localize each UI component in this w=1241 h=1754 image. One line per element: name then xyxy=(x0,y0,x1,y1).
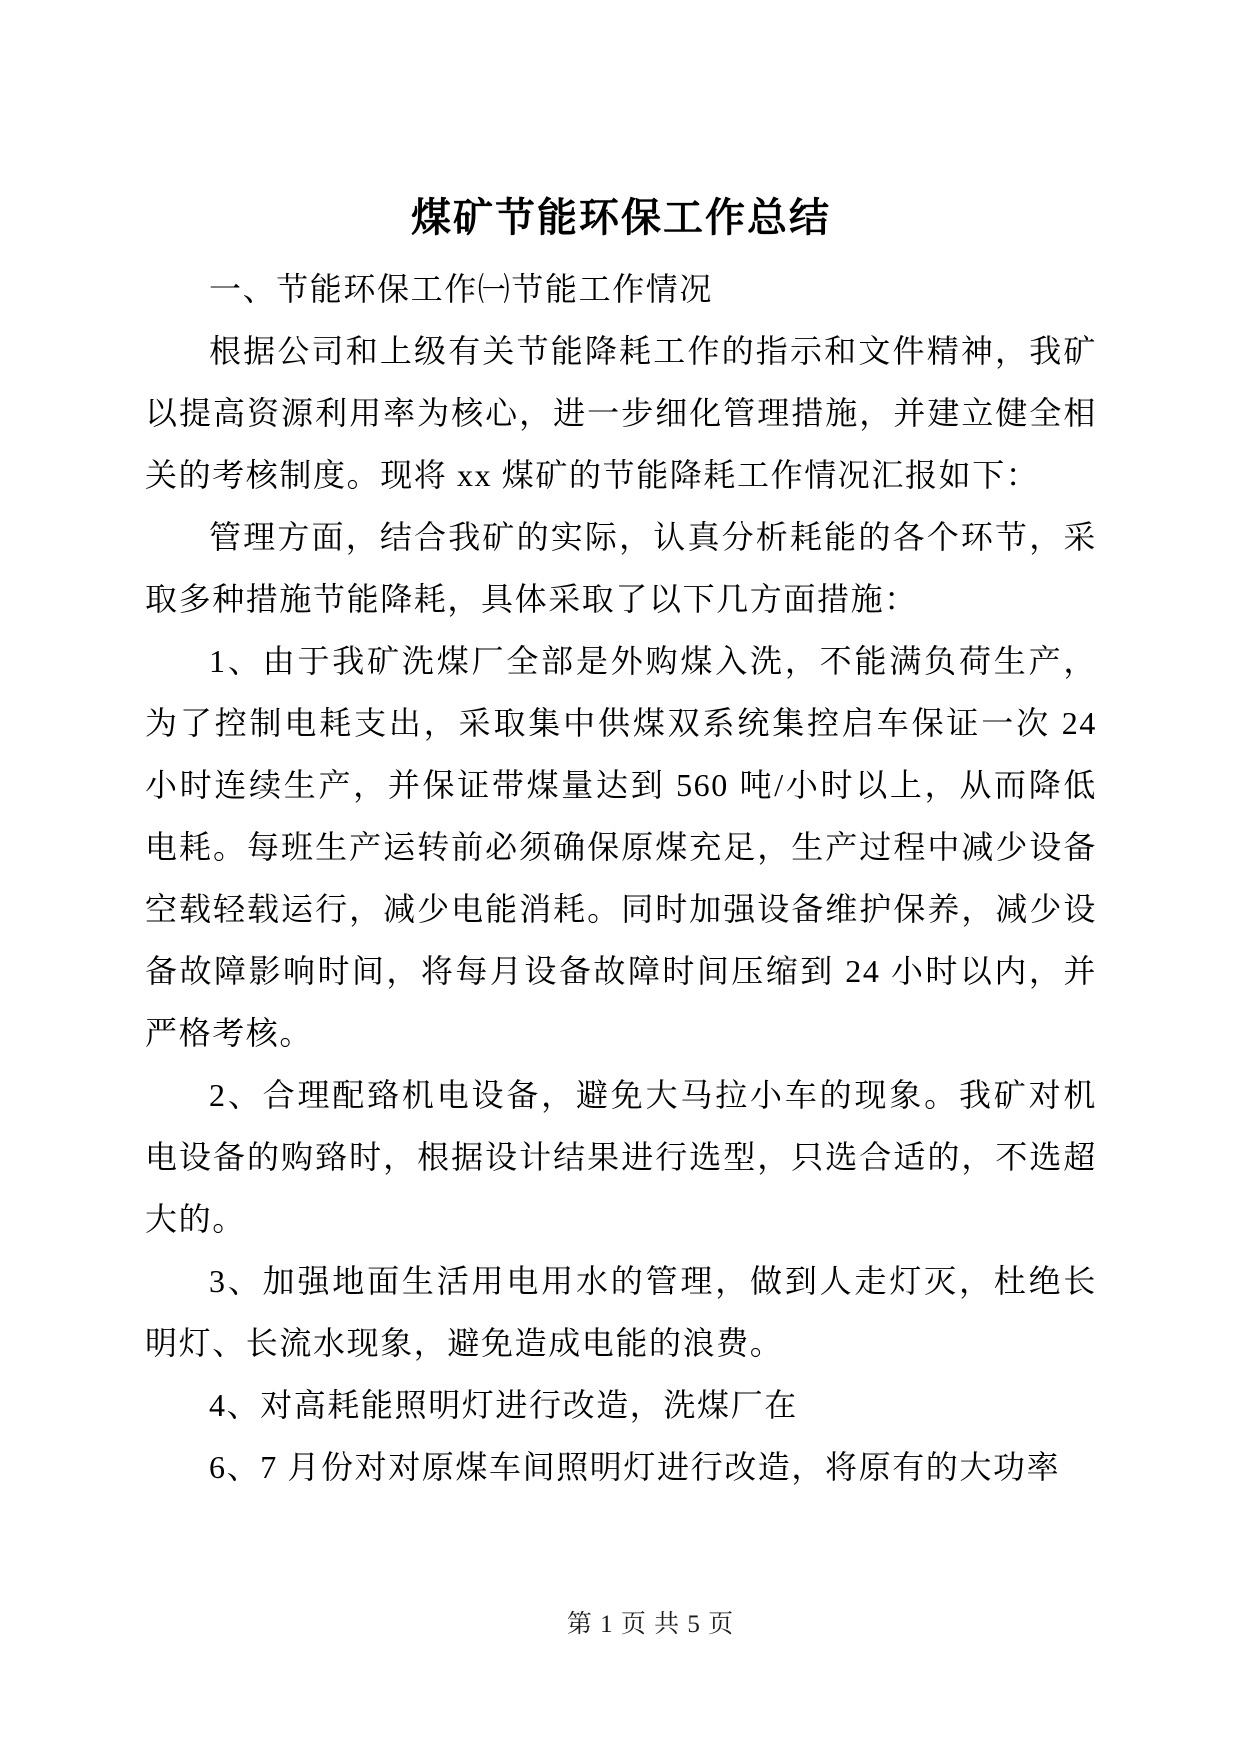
paragraph: 2、合理配臵机电设备，避免大马拉小车的现象。我矿对机电设备的购臵时，根据设计结果进行选型，只选合适的，不选超大的。 xyxy=(145,1077,1097,1237)
paragraph: 管理方面，结合我矿的实际，认真分析耗能的各个环节，采取多种措施节能降耗，具体采取了以下几方面措施： xyxy=(145,519,1097,617)
document-title: 煤矿节能环保工作总结 xyxy=(411,196,831,240)
paragraph: 3、加强地面生活用电用水的管理，做到人走灯灭，杜绝长明灯、长流水现象，避免造成电能的浪费。 xyxy=(145,1263,1097,1361)
paragraph-section-heading: 一、节能环保工作㈠节能工作情况 xyxy=(209,271,714,307)
page-footer xyxy=(0,1608,1241,1642)
page-number-indicator: 第 1 页 共 5 页 xyxy=(566,1611,735,1638)
paragraph: 4、对高耗能照明灯进行改造，洗煤厂在 xyxy=(209,1387,798,1423)
paragraph: 根据公司和上级有关节能降耗工作的指示和文件精神，我矿以提高资源利用率为核心，进一步细化管理措施，并建立健全相关的考核制度。现将 xx 煤矿的节能降耗工作情况汇报如下： xyxy=(145,333,1097,493)
document-body xyxy=(145,258,1097,1498)
paragraph: 1、由于我矿洗煤厂全部是外购煤入洗，不能满负荷生产，为了控制电耗支出，采取集中供煤双系统集控启车保证一次 24 小时连续生产，并保证带煤量达到 560 吨/小时以上，从而降低电耗。每班生产运转前必须确保原煤充足，生产过程中减少设备空载轻载运行，减少电能消耗。同时加强设备维护保养，减少设备故障影响时间，将每月设备故障时间压缩到 24 小时以内，并严格考核。 xyxy=(145,643,1097,1051)
paragraph: 6、7 月份对对原煤车间照明灯进行改造，将原有的大功率 xyxy=(209,1449,1061,1485)
